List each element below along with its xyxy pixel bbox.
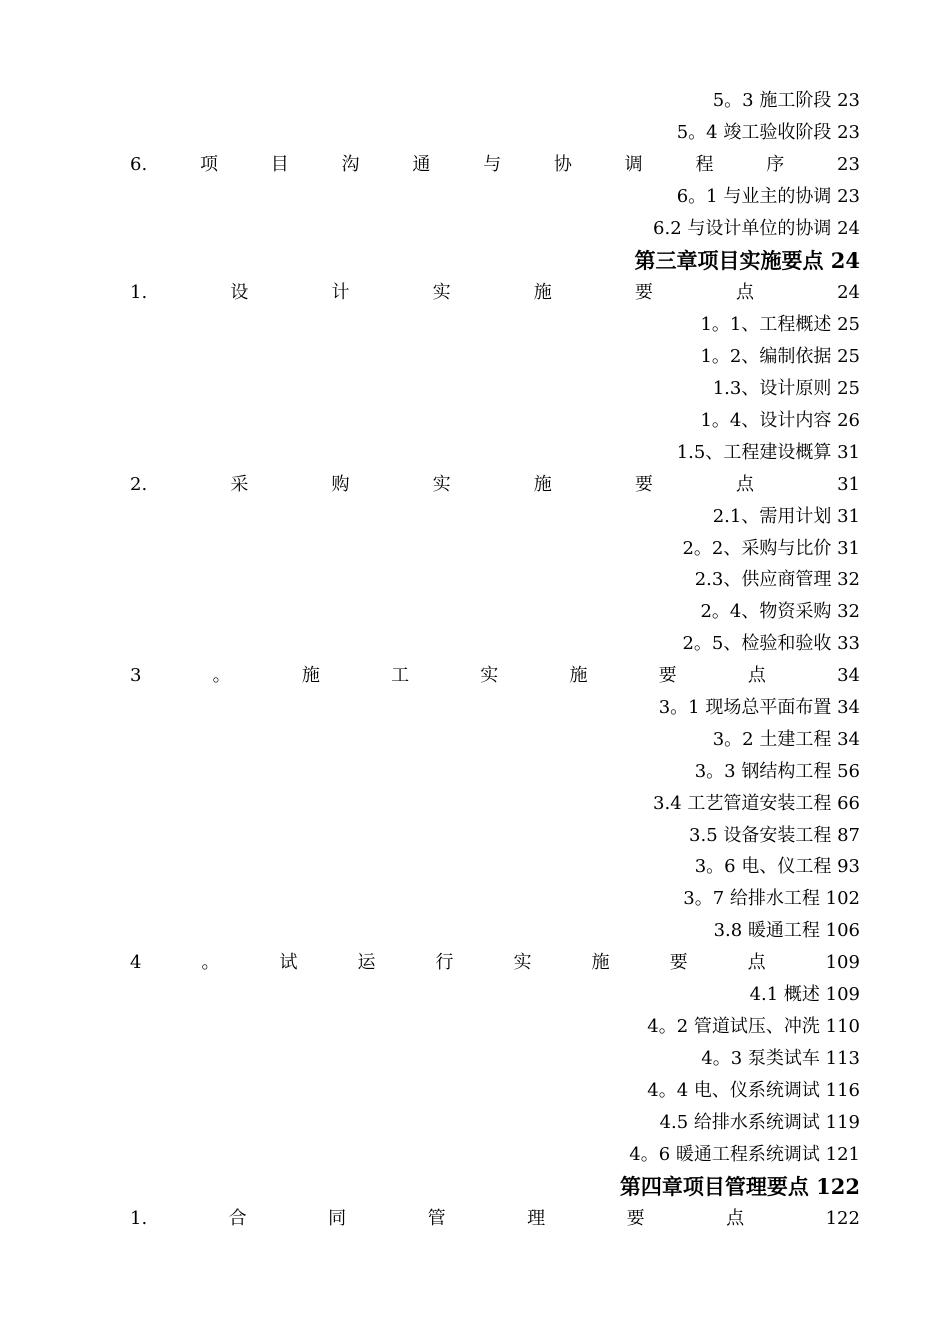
toc-section-entry xyxy=(130,277,860,309)
toc-section-token: 试 xyxy=(279,952,298,974)
toc-section-token: 设 xyxy=(230,282,249,304)
toc-subsection-entry: 3。1 现场总平面布置 34 xyxy=(658,697,860,719)
toc-section-token: 要 xyxy=(669,952,688,974)
toc-subsection-entry: 4.5 给排水系统调试 119 xyxy=(659,1111,860,1133)
toc-section-token: 1. xyxy=(130,1208,148,1230)
toc-section-token: 点 xyxy=(747,665,766,687)
toc-section-token: 。 xyxy=(201,952,220,974)
toc-section-entry xyxy=(130,947,860,979)
toc-subsection-entry: 3。3 钢结构工程 56 xyxy=(694,760,860,782)
toc-subsection-entry: 6.2 与设计单位的协调 24 xyxy=(653,217,860,239)
toc-section-token: 31 xyxy=(837,473,860,495)
toc-subsection-entry: 1。2、编制依据 25 xyxy=(700,346,860,368)
toc-section-token: 109 xyxy=(825,952,860,974)
toc-subsection-entry: 4。2 管道试压、冲洗 110 xyxy=(647,1015,860,1037)
toc-section-token: 点 xyxy=(735,473,754,495)
toc-section-entry xyxy=(130,660,860,692)
toc-section-token: 通 xyxy=(412,153,431,175)
toc-section-token: 施 xyxy=(591,952,610,974)
toc-section-token: 点 xyxy=(726,1208,745,1230)
toc-subsection-entry: 4.1 概述 109 xyxy=(749,984,860,1006)
toc-subsection-entry: 1。1、工程概述 25 xyxy=(700,314,860,336)
toc-section-token: 行 xyxy=(435,952,454,974)
toc-subsection-entry: 2。4、物资采购 32 xyxy=(700,601,860,623)
toc-subsection-entry: 3。6 电、仪工程 93 xyxy=(694,856,860,878)
toc-section-token: 要 xyxy=(634,473,653,495)
toc-subsection-entry: 3.5 设备安装工程 87 xyxy=(689,824,860,846)
toc-subsection-entry: 4。6 暖通工程系统调试 121 xyxy=(629,1143,860,1165)
toc-section-token: 6. xyxy=(130,153,148,175)
toc-subsection-entry: 4。3 泵类试车 113 xyxy=(701,1047,860,1069)
toc-section-entry xyxy=(130,469,860,501)
toc-section-token: 要 xyxy=(658,665,677,687)
toc-section-token: 合 xyxy=(228,1208,247,1230)
toc-section-token: 23 xyxy=(837,153,860,175)
toc-subsection-entry: 5。4 竣工验收阶段 23 xyxy=(676,121,860,143)
toc-section-token: 点 xyxy=(747,952,766,974)
toc-subsection-entry: 3。2 土建工程 34 xyxy=(712,728,860,750)
toc-subsection-entry: 2.3、供应商管理 32 xyxy=(694,569,860,591)
toc-section-token: 购 xyxy=(331,473,350,495)
toc-subsection-entry: 3.4 工艺管道安装工程 66 xyxy=(653,792,860,814)
toc-section-entry xyxy=(130,149,860,181)
toc-section-token: 122 xyxy=(825,1208,860,1230)
toc-section-token: 实 xyxy=(480,665,499,687)
toc-section-token: 项 xyxy=(199,153,218,175)
toc-section-token: 计 xyxy=(331,282,350,304)
toc-section-token: 。 xyxy=(212,665,231,687)
toc-section-token: 2. xyxy=(130,473,148,495)
toc-section-token: 施 xyxy=(569,665,588,687)
toc-subsection-entry: 1.5、工程建设概算 31 xyxy=(676,441,860,463)
toc-section-token: 4 xyxy=(130,952,142,974)
toc-section-token: 目 xyxy=(270,153,289,175)
toc-subsection-entry: 1。4、设计内容 26 xyxy=(700,410,860,432)
toc-section-token: 实 xyxy=(513,952,532,974)
toc-chapter-heading: 第四章项目管理要点 122 xyxy=(619,1174,860,1200)
toc-section-token: 调 xyxy=(624,153,643,175)
toc-section-token: 要 xyxy=(634,282,653,304)
toc-section-token: 采 xyxy=(230,473,249,495)
toc-section-token: 要 xyxy=(626,1208,645,1230)
toc-section-token: 1. xyxy=(130,282,148,304)
toc-section-token: 运 xyxy=(357,952,376,974)
toc-chapter-heading: 第三章项目实施要点 24 xyxy=(634,248,860,274)
toc-subsection-entry: 3。7 给排水工程 102 xyxy=(683,888,860,910)
toc-section-token: 理 xyxy=(527,1208,546,1230)
toc-section-entry xyxy=(130,1203,860,1235)
toc-subsection-entry: 3.8 暖通工程 106 xyxy=(713,920,860,942)
toc-section-token: 同 xyxy=(328,1208,347,1230)
toc-section-token: 实 xyxy=(432,473,451,495)
toc-subsection-entry: 6。1 与业主的协调 23 xyxy=(676,185,860,207)
toc-section-token: 协 xyxy=(553,153,572,175)
toc-section-token: 实 xyxy=(432,282,451,304)
toc-section-token: 序 xyxy=(766,153,785,175)
toc-section-token: 34 xyxy=(837,665,860,687)
toc-subsection-entry: 5。3 施工阶段 23 xyxy=(712,90,860,111)
toc-subsection-entry: 1.3、设计原则 25 xyxy=(712,378,860,400)
toc-section-token: 施 xyxy=(301,665,320,687)
toc-subsection-entry: 2。5、检验和验收 33 xyxy=(682,633,860,655)
toc-section-token: 程 xyxy=(695,153,714,175)
toc-section-token: 工 xyxy=(391,665,410,687)
table-of-contents xyxy=(130,85,860,1235)
toc-subsection-entry: 2。2、采购与比价 31 xyxy=(682,537,860,559)
toc-section-token: 沟 xyxy=(341,153,360,175)
toc-section-token: 与 xyxy=(483,153,502,175)
toc-section-token: 3 xyxy=(130,665,142,687)
toc-subsection-entry: 2.1、需用计划 31 xyxy=(712,505,860,527)
toc-section-token: 点 xyxy=(735,282,754,304)
toc-section-token: 管 xyxy=(427,1208,446,1230)
toc-subsection-entry: 4。4 电、仪系统调试 116 xyxy=(647,1079,860,1101)
toc-section-token: 施 xyxy=(533,282,552,304)
toc-section-token: 24 xyxy=(837,282,860,304)
toc-section-token: 施 xyxy=(533,473,552,495)
